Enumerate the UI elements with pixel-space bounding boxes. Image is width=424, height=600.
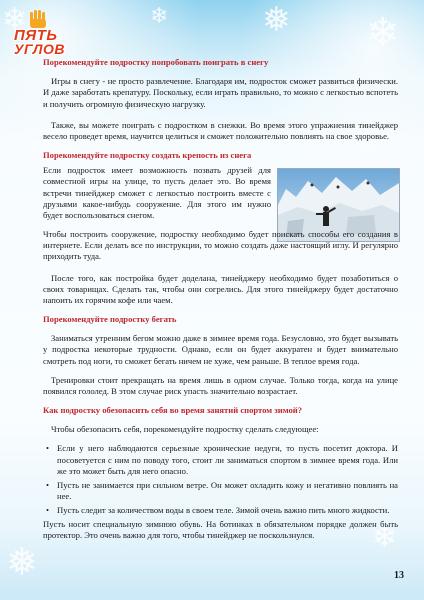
section-heading-snow-fortress: Порекомендуйте подростку создать крепость из снега <box>43 150 252 161</box>
section-heading-running: Порекомендуйте подростку бегать <box>43 314 177 325</box>
paragraph: Если подросток имеет возможность позвать друзей для совместной игры на улице, то пусть делает это. Во время встречи тинейджер сможет с легкостью построить вместе с друзьями какое-нибудь сооружение. Для этого им нужно будет воспользоваться снегом. <box>43 165 271 220</box>
section-heading-safety: Как подростку обезопасить себя во время занятий спортом зимой? <box>43 405 302 416</box>
list-item-text: Пусть следит за количеством воды в своем теле. Зимой очень важно пить много жидкости. <box>57 505 390 516</box>
snowflake-decoration: ❄ <box>372 520 398 555</box>
bullet: • <box>46 443 50 454</box>
paragraph: Пусть носит специальную зимнюю обувь. На ботинках в обязательном порядке должен быть протектор. Это очень важно для того, чтобы тинейджер не поскользнулся. <box>43 518 398 540</box>
logo-text-line1: ПЯТЬ <box>14 27 58 44</box>
paragraph: Чтобы обезопасить себя, порекомендуйте подростку сделать следующее: <box>51 424 319 435</box>
snowflake-decoration: ❅ <box>262 0 291 40</box>
paragraph: Заниматься утренним бегом можно даже в зимнее время года. Безусловно, это будет вызывать у подростка некоторые трудности. Однако, если он будет аккуратен и будет внимательно смотреть под ноги, то сможет бегать ничем не хуже, чем раньше. В теплое время года. <box>43 333 398 366</box>
paragraph: Чтобы построить сооружение, подростку необходимо будет поискать способы его создания в интернете. Если делать все по инструкции, то можно создать даже настоящий иглу. И регулярно приходить туда. <box>43 229 398 262</box>
snowflake-decoration: ❅ <box>6 540 38 584</box>
snowflake-decoration: ❄ <box>150 4 169 29</box>
bullet: • <box>46 479 50 490</box>
section-heading-snow-play: Порекомендуйте подростку попробовать поиграть в снегу <box>43 57 269 67</box>
paragraph: После того, как постройка будет доделана, тинейджеру необходимо будет позаботиться о своих товарищах. Сделать так, чтобы они согрелись. Для этого тинейджеру будет достаточно напоить их горячим кофе или чаем. <box>43 272 398 305</box>
list-item <box>43 505 398 516</box>
snowflake-decoration: ❄ <box>2 2 28 37</box>
list-item-text: Пусть не занимается при сильном ветре. Он может охладить кожу и негативно повлиять на нее. <box>57 479 398 502</box>
list-item-text: Если у него наблюдаются серьезные хронические недуги, то пусть посетит доктора. И посоветуется с ним по поводу того, стоит ли заниматься спортом в зимнее время года. Или же это может быть для него опасно. <box>57 443 398 476</box>
list-item <box>43 443 398 477</box>
bullet: • <box>46 505 50 516</box>
paragraph: Также, вы можете поиграть с подростком в снежки. Во время этого упражнения тинейджер весело проведет время, научится целиться и сможет положительно повлиять на свое здоровье. <box>43 119 398 141</box>
logo-text-line2: УГЛОВ <box>14 41 66 57</box>
snowflake-decoration: ❄ <box>366 10 400 56</box>
logo <box>14 10 74 56</box>
paragraph: Игры в снегу - не просто развлечение. Благодаря им, подросток сможет развиться физически. И даже заработать крепатуру. Поскольку, если играть правильно, то можно с легкостью вспотеть и получить огромную физическую нагрузку. <box>43 76 398 109</box>
paragraph: Тренировки стоит прекращать на время лишь в одном случае. Только тогда, когда на улице появился гололед. В этом случае риск упасть значительно возрастает. <box>43 374 398 396</box>
list-item <box>43 480 398 502</box>
page-number: 13 <box>394 570 404 581</box>
article-body <box>43 57 398 541</box>
